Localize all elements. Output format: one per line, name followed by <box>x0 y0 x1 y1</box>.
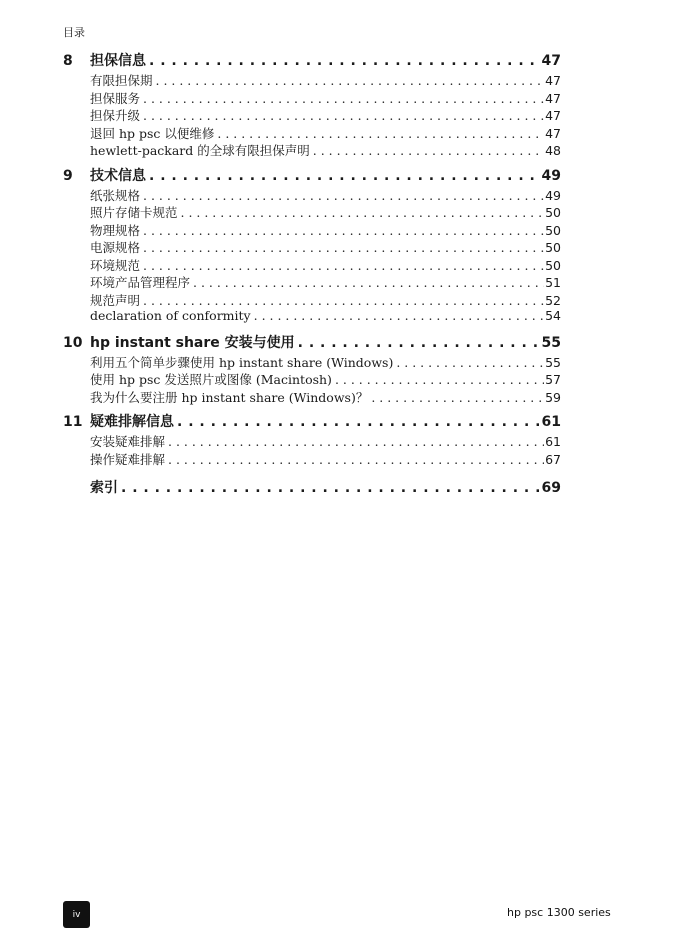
page-number: 67 <box>545 451 561 467</box>
section-title: 物理规格 <box>90 222 141 238</box>
toc-chapter-9 <box>63 165 561 326</box>
dot-leader <box>143 188 544 203</box>
chapter-number: 8 <box>63 53 73 69</box>
page-number: 69 <box>541 480 561 496</box>
section-title: 我为什么要注册 hp instant share (Windows)？ <box>90 389 369 405</box>
dot-leader <box>149 53 541 69</box>
toc-chapter-entry[interactable] <box>63 332 561 353</box>
section-title: 电源规格 <box>90 240 141 255</box>
toc-section-entry[interactable] <box>63 238 561 256</box>
toc-section-entry[interactable] <box>63 370 561 388</box>
toc-section-entry[interactable] <box>63 141 561 159</box>
page-number: 48 <box>545 143 561 158</box>
toc-section-entry[interactable] <box>63 353 561 371</box>
page-number: 61 <box>541 414 561 430</box>
toc-section-entry[interactable] <box>63 388 561 406</box>
toc-chapter-10 <box>63 332 561 406</box>
section-title: 操作疑难排解 <box>90 451 166 467</box>
page-number: 52 <box>545 292 561 308</box>
section-title: 规范声明 <box>90 292 141 308</box>
toc-section-entry[interactable] <box>63 273 561 291</box>
dot-leader <box>168 434 544 449</box>
chapter-title: 担保信息 <box>90 53 146 69</box>
dot-leader <box>177 414 541 430</box>
dot-leader <box>217 126 544 141</box>
page-number: 49 <box>545 187 561 203</box>
toc-section-entry[interactable] <box>63 186 561 204</box>
toc-section-entry[interactable] <box>63 432 561 450</box>
dot-leader <box>143 293 544 308</box>
footer-product-name: hp psc 1300 series <box>507 906 611 919</box>
section-title: 利用五个简单步骤使用 hp instant share (Windows) <box>90 354 394 370</box>
dot-leader <box>181 205 545 220</box>
dot-leader <box>143 223 544 238</box>
dot-leader <box>396 355 544 370</box>
section-title: 纸张规格 <box>90 187 141 203</box>
page-number: 47 <box>545 108 561 123</box>
toc-section-entry[interactable] <box>63 71 561 89</box>
toc-section-entry[interactable] <box>63 124 561 142</box>
section-title: 使用 hp psc 发送照片或图像 (Macintosh) <box>90 372 332 387</box>
page-number: 50 <box>545 205 561 220</box>
running-header: 目录 <box>63 26 85 39</box>
toc-chapter-8 <box>63 50 561 159</box>
section-title: hewlett-packard 的全球有限担保声明 <box>90 143 310 158</box>
toc-chapter-entry[interactable] <box>63 165 561 186</box>
toc-chapter-entry[interactable] <box>63 411 561 432</box>
dot-leader <box>121 480 541 496</box>
page-number: 61 <box>545 434 561 449</box>
chapter-number: 11 <box>63 414 83 430</box>
chapter-number: 9 <box>63 167 73 184</box>
page-number: 47 <box>545 125 561 141</box>
dot-leader <box>143 108 544 123</box>
section-title: 退回 hp psc 以便维修 <box>90 125 215 141</box>
toc-section-entry[interactable] <box>63 450 561 468</box>
table-of-contents <box>63 50 561 498</box>
toc-index-entry[interactable] <box>63 477 561 498</box>
dot-leader <box>193 275 544 290</box>
toc-section-entry[interactable] <box>63 308 561 326</box>
dot-leader <box>335 372 544 387</box>
toc-chapter-entry[interactable] <box>63 50 561 71</box>
dot-leader <box>298 335 541 351</box>
section-title: declaration of conformity <box>90 308 251 323</box>
toc-chapter-11 <box>63 411 561 467</box>
page-number: 49 <box>541 167 561 184</box>
toc-section-entry[interactable] <box>63 256 561 274</box>
toc-section-entry[interactable] <box>63 291 561 309</box>
page-number: 47 <box>545 73 561 88</box>
dot-leader <box>156 73 545 88</box>
toc-section-entry[interactable] <box>63 203 561 221</box>
dot-leader <box>143 240 544 255</box>
page-number: 50 <box>545 222 561 238</box>
footer-page-badge: iv <box>63 901 90 928</box>
page-number: 50 <box>545 240 561 255</box>
dot-leader <box>143 91 544 106</box>
toc-section-entry[interactable] <box>63 221 561 239</box>
chapter-title: 技术信息 <box>90 167 146 184</box>
dot-leader <box>313 143 544 158</box>
section-title: 照片存储卡规范 <box>90 205 178 220</box>
page-number: 47 <box>545 90 561 106</box>
page-number: 59 <box>545 389 561 405</box>
chapter-number: 10 <box>63 334 83 351</box>
chapter-title: hp instant share 安装与使用 <box>90 334 295 351</box>
section-title: 环境规范 <box>90 257 141 273</box>
page-number: 57 <box>545 372 561 387</box>
dot-leader <box>371 390 544 405</box>
toc-section-entry[interactable] <box>63 106 561 124</box>
page-number: 54 <box>545 308 561 323</box>
dot-leader <box>254 308 544 323</box>
page-number: 47 <box>541 53 561 69</box>
dot-leader <box>143 258 544 273</box>
toc-section-entry[interactable] <box>63 89 561 107</box>
index-title: 索引 <box>90 480 118 496</box>
section-title: 环境产品管理程序 <box>90 275 191 290</box>
page-number: 50 <box>545 257 561 273</box>
dot-leader <box>168 452 544 467</box>
section-title: 有限担保期 <box>90 73 153 88</box>
section-title: 担保服务 <box>90 90 141 106</box>
section-title: 担保升级 <box>90 108 141 123</box>
page-number: 55 <box>545 354 561 370</box>
dot-leader <box>149 168 541 184</box>
chapter-title: 疑难排解信息 <box>90 414 174 430</box>
page-number: 55 <box>541 334 561 351</box>
section-title: 安装疑难排解 <box>90 434 166 449</box>
page-number: 51 <box>545 275 561 290</box>
